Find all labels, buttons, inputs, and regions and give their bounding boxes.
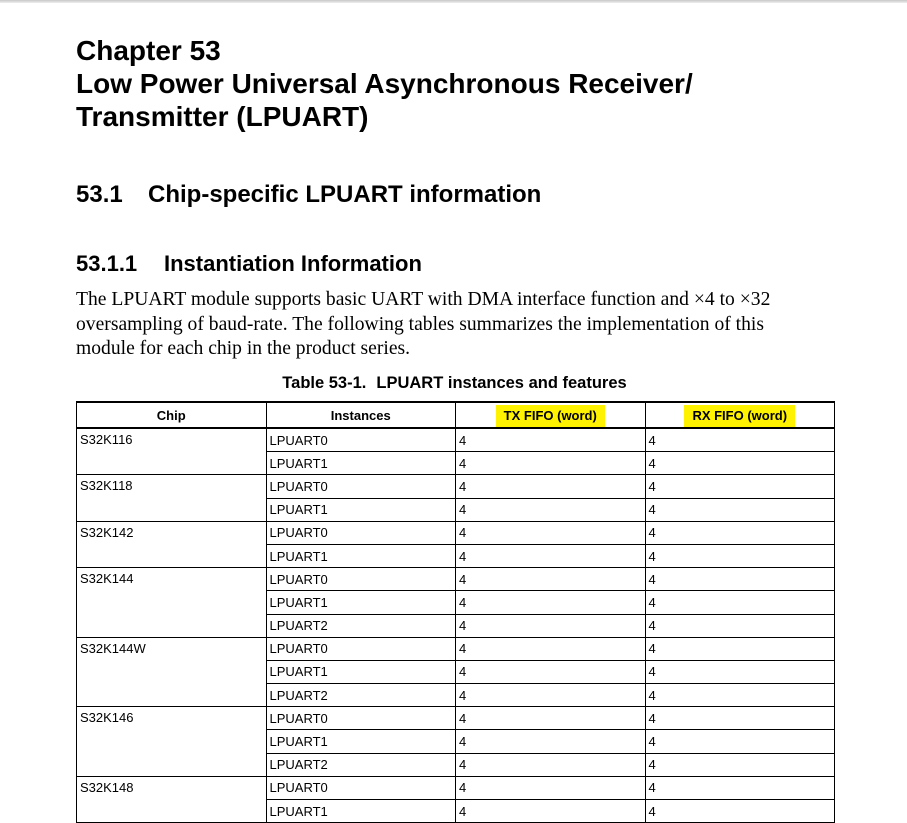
cell-rx-fifo: 4 <box>645 730 835 753</box>
cell-tx-fifo: 4 <box>456 475 646 498</box>
cell-tx-fifo: 4 <box>456 498 646 521</box>
table-header-row <box>77 402 835 428</box>
subsection-heading <box>76 250 422 278</box>
table-caption-title: LPUART instances and features <box>376 374 627 392</box>
table-row <box>77 776 835 799</box>
cell-instance: LPUART0 <box>266 428 456 452</box>
paragraph-line-1: The LPUART module supports basic UART with DMA interface function and ×4 to ×32 <box>76 289 771 310</box>
cell-rx-fifo: 4 <box>645 591 835 614</box>
subsection-number: 53.1.1 <box>76 251 138 276</box>
cell-tx-fifo: 4 <box>456 800 646 823</box>
cell-rx-fifo: 4 <box>645 544 835 567</box>
cell-chip: S32K144 <box>77 568 267 638</box>
cell-instance: LPUART1 <box>266 452 456 475</box>
table-caption-number: Table 53-1. <box>282 374 367 392</box>
cell-tx-fifo: 4 <box>456 521 646 544</box>
cell-chip: S32K148 <box>77 776 267 822</box>
cell-tx-fifo: 4 <box>456 776 646 799</box>
cell-rx-fifo: 4 <box>645 452 835 475</box>
cell-rx-fifo: 4 <box>645 776 835 799</box>
cell-instance: LPUART1 <box>266 591 456 614</box>
cell-instance: LPUART0 <box>266 475 456 498</box>
paragraph-line-2: oversampling of baud-rate. The following tables summarizes the implementation of this <box>76 313 764 335</box>
cell-rx-fifo: 4 <box>645 498 835 521</box>
cell-instance: LPUART2 <box>266 684 456 707</box>
cell-chip: S32K142 <box>77 521 267 567</box>
cell-tx-fifo: 4 <box>456 730 646 753</box>
cell-rx-fifo: 4 <box>645 753 835 776</box>
cell-instance: LPUART1 <box>266 800 456 823</box>
section-title: Chip-specific LPUART information <box>148 181 542 208</box>
header-rx-fifo-label: RX FIFO (word) <box>684 405 795 427</box>
cell-rx-fifo: 4 <box>645 800 835 823</box>
chapter-title-line-1: Low Power Universal Asynchronous Receiver/ <box>76 68 693 99</box>
lpuart-instances-table <box>76 401 835 823</box>
cell-tx-fifo: 4 <box>456 684 646 707</box>
table-row <box>77 568 835 591</box>
cell-instance: LPUART1 <box>266 730 456 753</box>
cell-rx-fifo: 4 <box>645 707 835 730</box>
chapter-number: Chapter 53 <box>76 35 221 66</box>
table-row <box>77 428 835 452</box>
cell-tx-fifo: 4 <box>456 707 646 730</box>
header-instances-label: Instances <box>330 407 391 423</box>
header-tx-fifo <box>456 402 646 428</box>
cell-instance: LPUART0 <box>266 707 456 730</box>
cell-instance: LPUART2 <box>266 614 456 637</box>
section-number: 53.1 <box>76 181 123 208</box>
cell-instance: LPUART0 <box>266 637 456 660</box>
table-caption <box>76 373 833 393</box>
table-row <box>77 521 835 544</box>
cell-tx-fifo: 4 <box>456 614 646 637</box>
cell-instance: LPUART0 <box>266 776 456 799</box>
table-row <box>77 637 835 660</box>
cell-rx-fifo: 4 <box>645 521 835 544</box>
cell-tx-fifo: 4 <box>456 568 646 591</box>
cell-tx-fifo: 4 <box>456 660 646 683</box>
cell-rx-fifo: 4 <box>645 660 835 683</box>
intro-paragraph <box>76 288 846 362</box>
cell-tx-fifo: 4 <box>456 753 646 776</box>
section-heading <box>76 180 541 210</box>
cell-rx-fifo: 4 <box>645 684 835 707</box>
chapter-title <box>76 34 876 133</box>
paragraph-line-3: module for each chip in the product series. <box>76 338 411 359</box>
subsection-title: Instantiation Information <box>164 251 422 276</box>
chapter-title-line-2: Transmitter (LPUART) <box>76 101 369 132</box>
cell-tx-fifo: 4 <box>456 591 646 614</box>
cell-instance: LPUART0 <box>266 568 456 591</box>
header-rx-fifo <box>645 402 835 428</box>
cell-rx-fifo: 4 <box>645 614 835 637</box>
cell-instance: LPUART0 <box>266 521 456 544</box>
cell-rx-fifo: 4 <box>645 568 835 591</box>
cell-instance: LPUART1 <box>266 544 456 567</box>
cell-instance: LPUART1 <box>266 660 456 683</box>
cell-tx-fifo: 4 <box>456 452 646 475</box>
cell-tx-fifo: 4 <box>456 637 646 660</box>
header-chip <box>77 402 267 428</box>
page-top-border <box>0 0 907 3</box>
cell-instance: LPUART1 <box>266 498 456 521</box>
header-instances <box>266 402 456 428</box>
cell-instance: LPUART2 <box>266 753 456 776</box>
cell-rx-fifo: 4 <box>645 637 835 660</box>
table-row <box>77 707 835 730</box>
cell-rx-fifo: 4 <box>645 428 835 452</box>
cell-chip: S32K144W <box>77 637 267 707</box>
table-row <box>77 475 835 498</box>
header-chip-label: Chip <box>156 407 186 423</box>
table-body <box>77 428 835 823</box>
cell-chip: S32K118 <box>77 475 267 521</box>
cell-tx-fifo: 4 <box>456 544 646 567</box>
cell-chip: S32K116 <box>77 428 267 475</box>
cell-tx-fifo: 4 <box>456 428 646 452</box>
cell-rx-fifo: 4 <box>645 475 835 498</box>
cell-chip: S32K146 <box>77 707 267 777</box>
header-tx-fifo-label: TX FIFO (word) <box>496 405 605 427</box>
